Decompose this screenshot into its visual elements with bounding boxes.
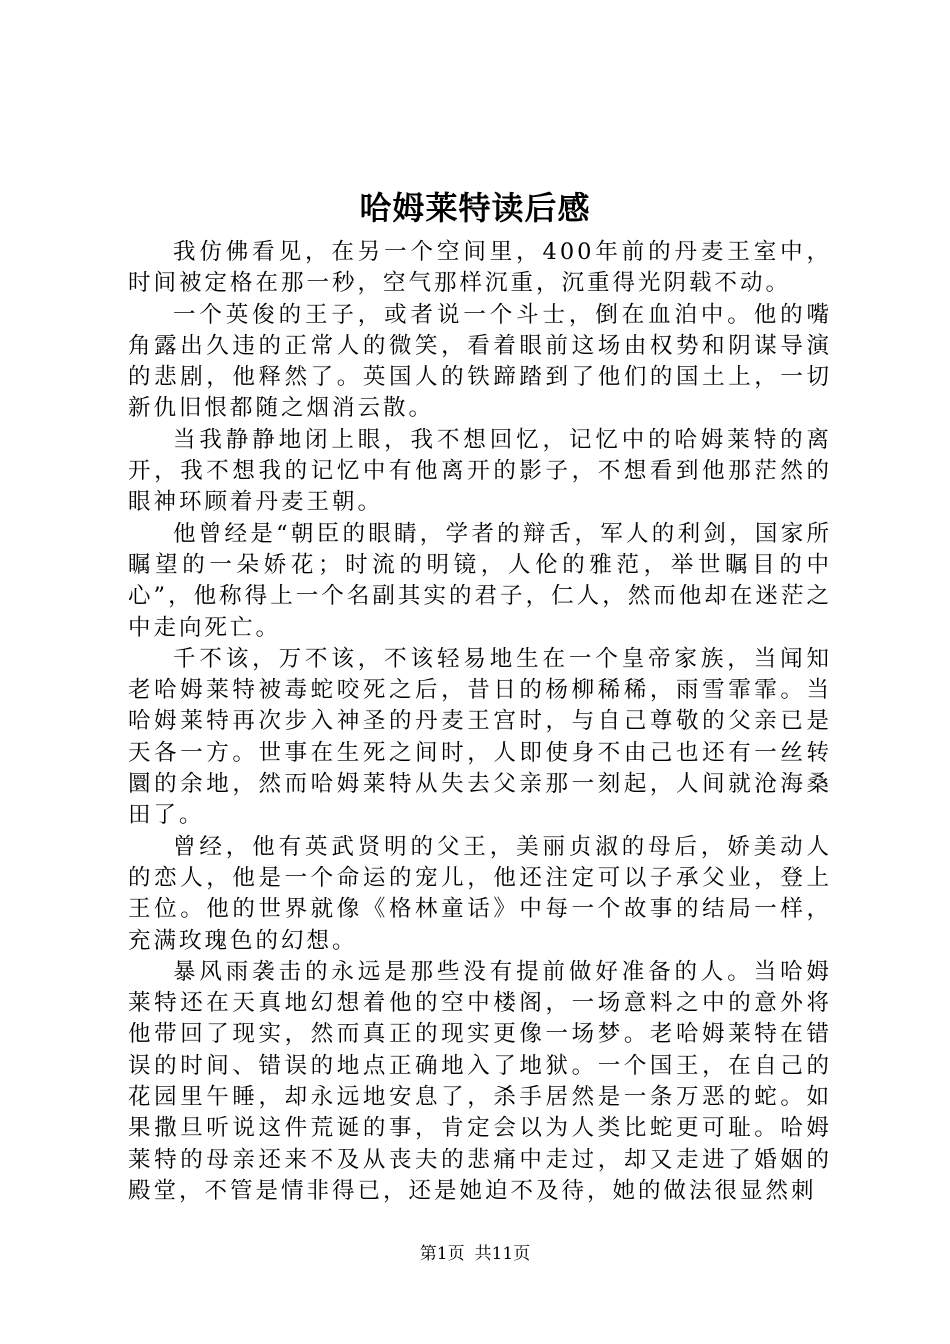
document-title: 哈姆莱特读后感 (359, 189, 591, 227)
paragraph: 千不该，万不该，不该轻易地生在一个皇帝家族，当闻知老哈姆莱特被毒蛇咬死之后，昔日的杨柳稀稀，雨雪霏霏。当哈姆莱特再次步入神圣的丹麦王宫时，与自己尊敬的父亲已是天各一方。世事在生死之间时，人即使身不由己也还有一丝转圜的余地，然而哈姆莱特从失去父亲那一刻起，人间就沧海桑田了。 (128, 645, 832, 829)
paragraph: 他曾经是“朝臣的眼睛，学者的辩舌，军人的利剑，国家所瞩望的一朵娇花；时流的明镜，人伦的雅范，举世瞩目的中心”，他称得上一个名副其实的君子，仁人，然而他却在迷茫之中走向死亡。 (128, 520, 832, 641)
paragraph: 一个英俊的王子，或者说一个斗士，倒在血泊中。他的嘴角露出久违的正常人的微笑，看着眼前这场由权势和阴谋导演的悲剧，他释然了。英国人的铁蹄踏到了他们的国土上，一切新仇旧恨都随之烟消云散。 (128, 301, 832, 422)
paragraph: 我仿佛看见，在另一个空间里，400年前的丹麦王室中，时间被定格在那一秒，空气那样沉重，沉重得光阴载不动。 (128, 239, 832, 297)
paragraph: 暴风雨袭击的永远是那些没有提前做好准备的人。当哈姆莱特还在天真地幻想着他的空中楼阁，一场意料之中的意外将他带回了现实，然而真正的现实更像一场梦。老哈姆莱特在错误的时间、错误的地点正确地入了地狱。一个国王，在自己的花园里午睡，却永远地安息了，杀手居然是一条万恶的蛇。如果撒旦听说这件荒诞的事，肯定会以为人类比蛇更可耻。哈姆莱特的母亲还来不及从丧夫的悲痛中走过，却又走进了婚姻的殿堂，不管是情非得已，还是她迫不及待，她的做法很显然刺 (128, 958, 832, 1204)
paragraph: 当我静静地闭上眼，我不想回忆，记忆中的哈姆莱特的离开，我不想我的记忆中有他离开的影子，不想看到他那茫然的眼神环顾着丹麦王朝。 (128, 426, 832, 516)
page-total: 共11页 (474, 1244, 531, 1264)
page-footer (0, 1242, 950, 1266)
page-number: 第1页 (419, 1244, 465, 1264)
document-body (128, 237, 832, 1207)
paragraph: 曾经，他有英武贤明的父王，美丽贞淑的母后，娇美动人的恋人，他是一个命运的宠儿，他还注定可以子承父业，登上王位。他的世界就像《格林童话》中每一个故事的结局一样，充满玫瑰色的幻想。 (128, 833, 832, 954)
